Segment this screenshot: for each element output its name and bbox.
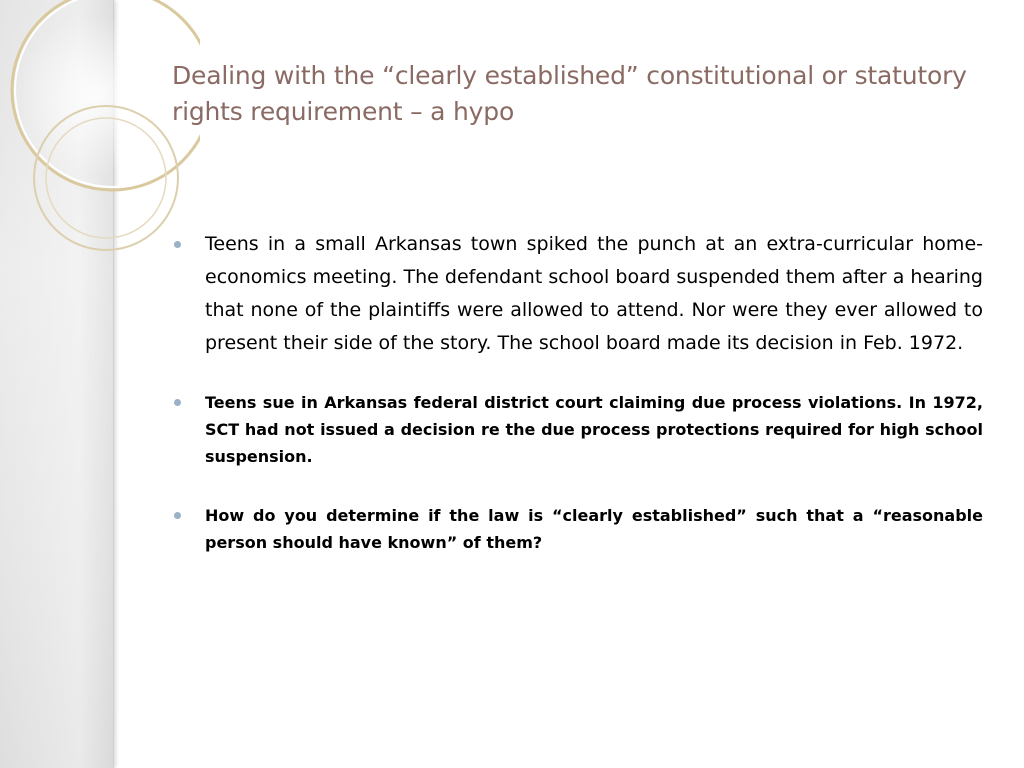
bullet-text: How do you determine if the law is “clearly established” such that a “reasonable person should have known” of them? — [205, 506, 983, 552]
decorative-rings — [0, 0, 200, 260]
bullet-item — [172, 389, 983, 470]
bullet-text: Teens sue in Arkansas federal district court claiming due process violations. In 1972, SCT had not issued a decision re the due process protections required for high school suspension. — [205, 393, 983, 466]
bullet-item — [172, 228, 983, 360]
bullet-marker — [174, 512, 181, 519]
bullet-item — [172, 502, 983, 556]
bullet-marker — [174, 399, 181, 406]
bullet-list — [172, 228, 983, 556]
slide-title: Dealing with the “clearly established” constitutional or statutory rights requirement – a hypo — [172, 61, 967, 126]
bullet-text: Teens in a small Arkansas town spiked the punch at an extra-curricular home-economics meeting. The defendant school board suspended them after a hearing that none of the plaintiffs were allowed to attend. Nor were they ever allowed to present their side of the story. The school board made its decision in Feb. 1972. — [205, 233, 983, 354]
bullet-marker — [174, 241, 181, 248]
